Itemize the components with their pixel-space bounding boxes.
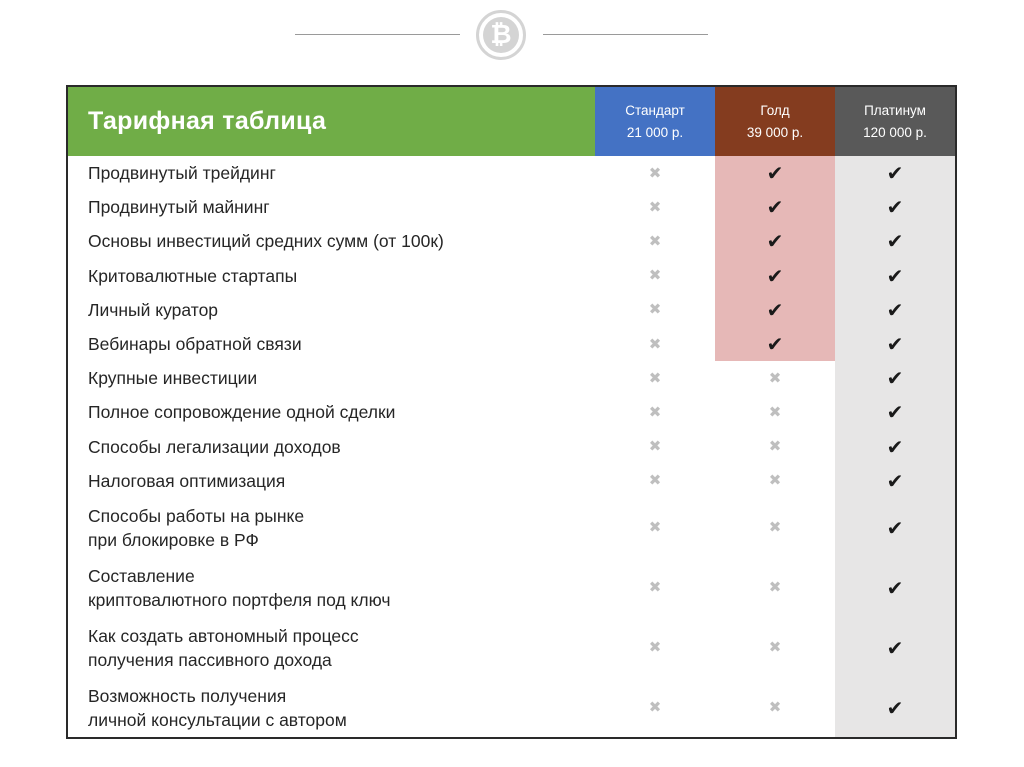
cell-gold: [715, 464, 835, 498]
cell-gold: [715, 293, 835, 327]
table-header-row: [68, 87, 955, 156]
feature-label-line: Критовалютные стартапы: [88, 265, 298, 286]
checkmark-icon: ✔: [766, 332, 784, 357]
checkmark-icon: ✔: [886, 161, 904, 186]
feature-label-line: получения пассивного дохода: [88, 649, 332, 670]
cell-gold: [715, 224, 835, 258]
plan-name: Стандарт: [625, 102, 685, 118]
cross-icon: ✖: [648, 519, 662, 537]
checkmark-icon: ✔: [886, 635, 904, 660]
checkmark-icon: ✔: [766, 161, 784, 186]
checkmark-icon: ✔: [886, 468, 904, 493]
feature-label-line: Крупные инвестиции: [88, 368, 258, 389]
cell-gold: [715, 395, 835, 429]
cell-gold: [715, 327, 835, 361]
feature-label: [68, 395, 595, 429]
feature-label-line: Налоговая оптимизация: [88, 470, 286, 491]
cross-icon: ✖: [648, 579, 662, 597]
feature-label-line: Способы работы на рынке: [88, 505, 305, 526]
feature-label: [68, 464, 595, 498]
cross-icon: ✖: [768, 472, 782, 490]
plan-header-platinum: [835, 87, 955, 156]
checkmark-icon: ✔: [886, 400, 904, 425]
feature-label: [68, 224, 595, 258]
checkmark-icon: ✔: [886, 229, 904, 254]
checkmark-icon: ✔: [766, 195, 784, 220]
cell-standard: [595, 293, 715, 327]
plan-price: 39 000 р.: [746, 124, 804, 140]
cross-icon: ✖: [648, 639, 662, 657]
cell-gold: [715, 361, 835, 395]
checkmark-icon: ✔: [886, 515, 904, 540]
cell-platinum: [835, 361, 955, 395]
table-row: [68, 293, 955, 327]
header-divider-right: [543, 34, 708, 35]
cell-standard: [595, 361, 715, 395]
cross-icon: ✖: [648, 438, 662, 456]
table-row: [68, 678, 955, 738]
cross-icon: ✖: [768, 639, 782, 657]
plan-price: 21 000 р.: [626, 124, 684, 140]
cell-gold: [715, 259, 835, 293]
feature-label: [68, 678, 595, 738]
feature-label-line: Вебинары обратной связи: [88, 334, 302, 355]
cross-icon: ✖: [648, 403, 662, 421]
feature-label: [68, 327, 595, 361]
cell-standard: [595, 156, 715, 190]
cell-standard: [595, 464, 715, 498]
table-row: [68, 430, 955, 464]
cross-icon: ✖: [768, 579, 782, 597]
checkmark-icon: ✔: [766, 297, 784, 322]
cell-platinum: [835, 259, 955, 293]
plan-name: Голд: [760, 102, 790, 118]
checkmark-icon: ✔: [886, 332, 904, 357]
cross-icon: ✖: [648, 164, 662, 182]
cell-platinum: [835, 558, 955, 618]
feature-label-line: Продвинутый майнинг: [88, 197, 270, 218]
checkmark-icon: ✔: [886, 434, 904, 459]
cell-standard: [595, 498, 715, 558]
table-row: [68, 327, 955, 361]
table-row: [68, 361, 955, 395]
checkmark-icon: ✔: [886, 366, 904, 391]
cross-icon: ✖: [648, 699, 662, 717]
cross-icon: ✖: [648, 301, 662, 319]
checkmark-icon: ✔: [886, 297, 904, 322]
cell-standard: [595, 678, 715, 738]
cell-gold: [715, 618, 835, 678]
feature-label: [68, 618, 595, 678]
feature-label: [68, 361, 595, 395]
cross-icon: ✖: [648, 472, 662, 490]
cross-icon: ✖: [648, 232, 662, 250]
cross-icon: ✖: [648, 369, 662, 387]
cell-gold: [715, 678, 835, 738]
table-row: [68, 190, 955, 224]
cell-platinum: [835, 190, 955, 224]
table-body: [68, 156, 955, 738]
cross-icon: ✖: [768, 403, 782, 421]
cross-icon: ✖: [648, 267, 662, 285]
checkmark-icon: ✔: [766, 229, 784, 254]
checkmark-icon: ✔: [886, 575, 904, 600]
feature-label-line: Составление: [88, 565, 195, 586]
feature-label-line: Полное сопровождение одной сделки: [88, 402, 396, 423]
checkmark-icon: ✔: [886, 195, 904, 220]
cross-icon: ✖: [768, 519, 782, 537]
feature-label-line: Основы инвестиций средних сумм (от 100к): [88, 231, 444, 252]
cell-standard: [595, 558, 715, 618]
checkmark-icon: ✔: [886, 695, 904, 720]
table-row: [68, 395, 955, 429]
cross-icon: ✖: [768, 699, 782, 717]
cell-gold: [715, 430, 835, 464]
tariff-table: [66, 85, 957, 739]
cell-platinum: [835, 430, 955, 464]
feature-label-line: личной консультации с автором: [88, 709, 347, 730]
feature-label-line: Способы легализации доходов: [88, 436, 341, 457]
table-row: [68, 558, 955, 618]
feature-label-line: Продвинутый трейдинг: [88, 163, 276, 184]
cross-icon: ✖: [768, 369, 782, 387]
cell-platinum: [835, 224, 955, 258]
cell-platinum: [835, 464, 955, 498]
feature-label: [68, 259, 595, 293]
cell-platinum: [835, 395, 955, 429]
cell-gold: [715, 190, 835, 224]
cell-platinum: [835, 156, 955, 190]
cell-standard: [595, 259, 715, 293]
cell-platinum: [835, 327, 955, 361]
feature-label-line: криптовалютного портфеля под ключ: [88, 589, 391, 610]
table-row: [68, 156, 955, 190]
cell-standard: [595, 190, 715, 224]
cross-icon: ✖: [648, 335, 662, 353]
feature-label: [68, 293, 595, 327]
cross-icon: ✖: [648, 198, 662, 216]
feature-label-line: Возможность получения: [88, 685, 287, 706]
table-row: [68, 498, 955, 558]
cell-platinum: [835, 498, 955, 558]
table-row: [68, 224, 955, 258]
table-row: [68, 618, 955, 678]
plan-price: 120 000 р.: [863, 124, 927, 140]
bitcoin-symbol: ₿: [483, 17, 519, 53]
feature-label: [68, 190, 595, 224]
checkmark-icon: ✔: [766, 263, 784, 288]
checkmark-icon: ✔: [886, 263, 904, 288]
cell-platinum: [835, 678, 955, 738]
cell-gold: [715, 498, 835, 558]
cell-standard: [595, 618, 715, 678]
feature-label: [68, 558, 595, 618]
plan-name: Платинум: [864, 102, 926, 118]
plan-header-gold: [715, 87, 835, 156]
feature-label-line: Как создать автономный процесс: [88, 625, 359, 646]
cell-standard: [595, 224, 715, 258]
feature-label: [68, 498, 595, 558]
table-title: Тарифная таблица: [68, 87, 595, 156]
feature-label-line: при блокировке в РФ: [88, 529, 259, 550]
feature-label: [68, 430, 595, 464]
feature-label-line: Личный куратор: [88, 299, 219, 320]
cross-icon: ✖: [768, 438, 782, 456]
cell-gold: [715, 156, 835, 190]
cell-platinum: [835, 293, 955, 327]
table-row: [68, 259, 955, 293]
cell-standard: [595, 430, 715, 464]
cell-gold: [715, 558, 835, 618]
table-row: [68, 464, 955, 498]
cell-standard: [595, 395, 715, 429]
plan-header-standard: [595, 87, 715, 156]
header-divider-left: [295, 34, 460, 35]
cell-standard: [595, 327, 715, 361]
feature-label: [68, 156, 595, 190]
cell-platinum: [835, 618, 955, 678]
bitcoin-icon: [476, 10, 526, 60]
